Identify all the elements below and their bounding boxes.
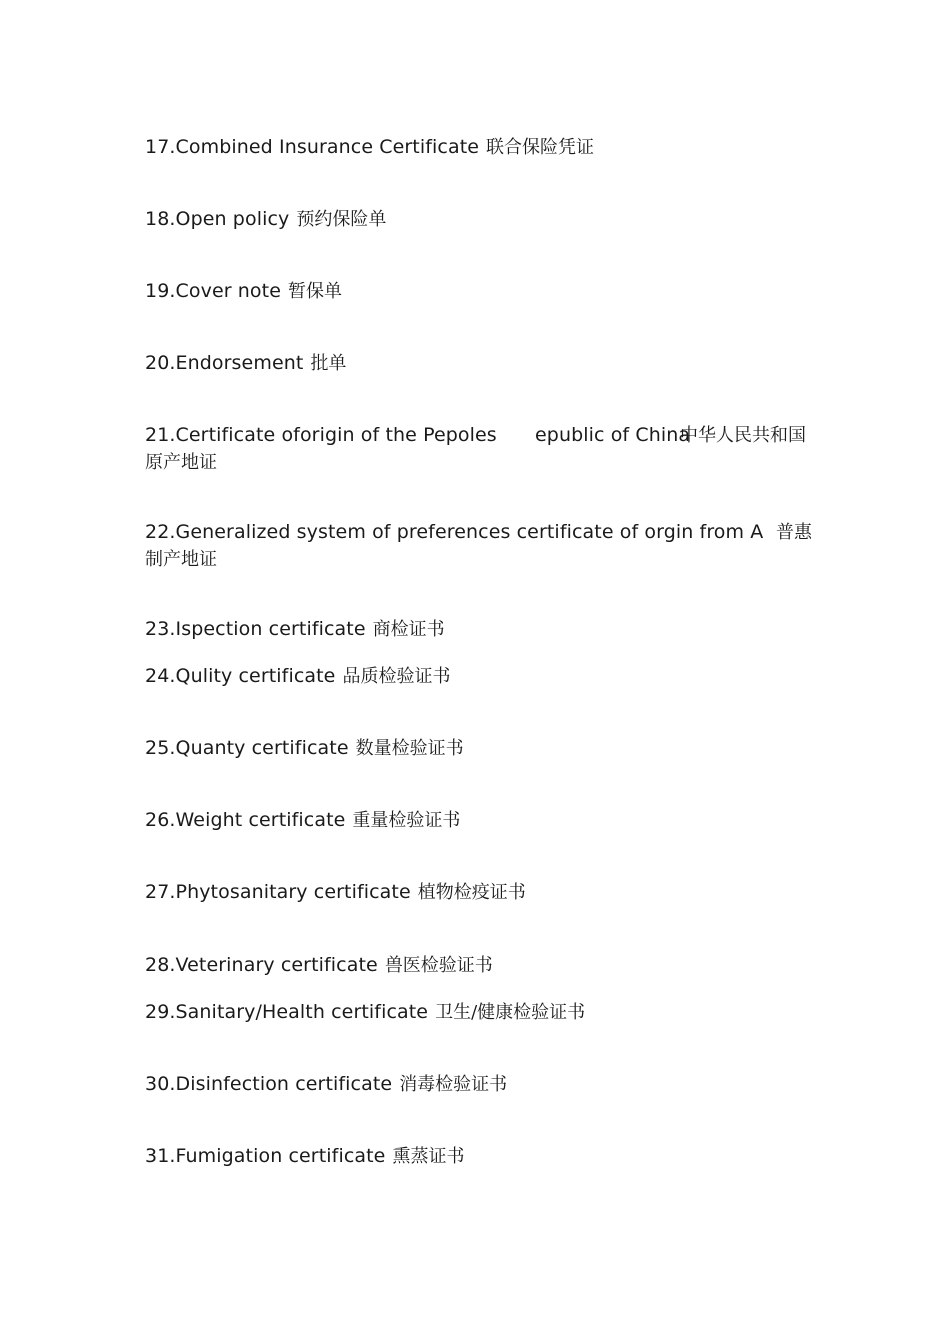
- term-chinese-part1: 普惠: [776, 522, 812, 543]
- term-english: 22.Generalized system of preferences certificate of orgin from A: [145, 521, 764, 543]
- term-chinese: 数量检验证书: [355, 738, 464, 759]
- term-chinese: 重量检验证书: [352, 810, 461, 831]
- term-chinese-part2: 制产地证: [145, 549, 217, 570]
- term-english: 31.Fumigation certificate: [145, 1145, 386, 1167]
- term-chinese-part2: 原产地证: [145, 452, 217, 473]
- term-english: 19.Cover note: [145, 280, 281, 302]
- term-chinese: 品质检验证书: [342, 666, 451, 687]
- term-english: 25.Quanty certificate: [145, 737, 349, 759]
- list-item: [145, 206, 810, 233]
- list-item: [145, 1071, 810, 1098]
- list-item: [145, 663, 810, 690]
- list-item: [145, 278, 810, 305]
- term-chinese: 预约保险单: [296, 209, 387, 230]
- term-chinese: 熏蒸证书: [392, 1146, 465, 1167]
- term-english-part2: epublic of China: [535, 424, 691, 446]
- term-english: 27.Phytosanitary certificate: [145, 881, 411, 903]
- term-chinese: 消毒检验证书: [399, 1074, 508, 1095]
- list-item: [145, 616, 810, 643]
- term-english: 28.Veterinary certificate: [145, 954, 378, 976]
- term-english-part1: 21.Certificate oforigin of the Pepoles: [145, 424, 497, 446]
- list-item: [145, 422, 810, 476]
- list-item: [145, 134, 810, 161]
- list-item: [145, 999, 810, 1026]
- term-english: 18.Open policy: [145, 208, 290, 230]
- term-chinese: 批单: [310, 353, 347, 374]
- list-item: [145, 879, 810, 906]
- term-chinese: 卫生/健康检验证书: [435, 1002, 586, 1023]
- list-item: [145, 1143, 810, 1170]
- term-english: 29.Sanitary/Health certificate: [145, 1001, 429, 1023]
- term-english: 20.Endorsement: [145, 352, 304, 374]
- term-chinese: 暂保单: [288, 281, 342, 302]
- term-chinese: 联合保险凭证: [486, 137, 595, 158]
- term-english: 30.Disinfection certificate: [145, 1073, 393, 1095]
- term-chinese: 植物检疫证书: [417, 882, 526, 903]
- term-chinese: 商检证书: [372, 619, 445, 640]
- term-english: 17.Combined Insurance Certificate: [145, 136, 480, 158]
- term-chinese: 兽医检验证书: [384, 955, 493, 976]
- term-english: 26.Weight certificate: [145, 809, 346, 831]
- list-item: [145, 807, 810, 834]
- term-chinese-part1: 中华人民共和国: [680, 425, 806, 446]
- list-item: [145, 735, 810, 762]
- term-english: 23.Ispection certificate: [145, 618, 366, 640]
- list-item: [145, 519, 810, 573]
- list-item: [145, 952, 810, 979]
- list-item: [145, 350, 810, 377]
- term-english: 24.Qulity certificate: [145, 665, 336, 687]
